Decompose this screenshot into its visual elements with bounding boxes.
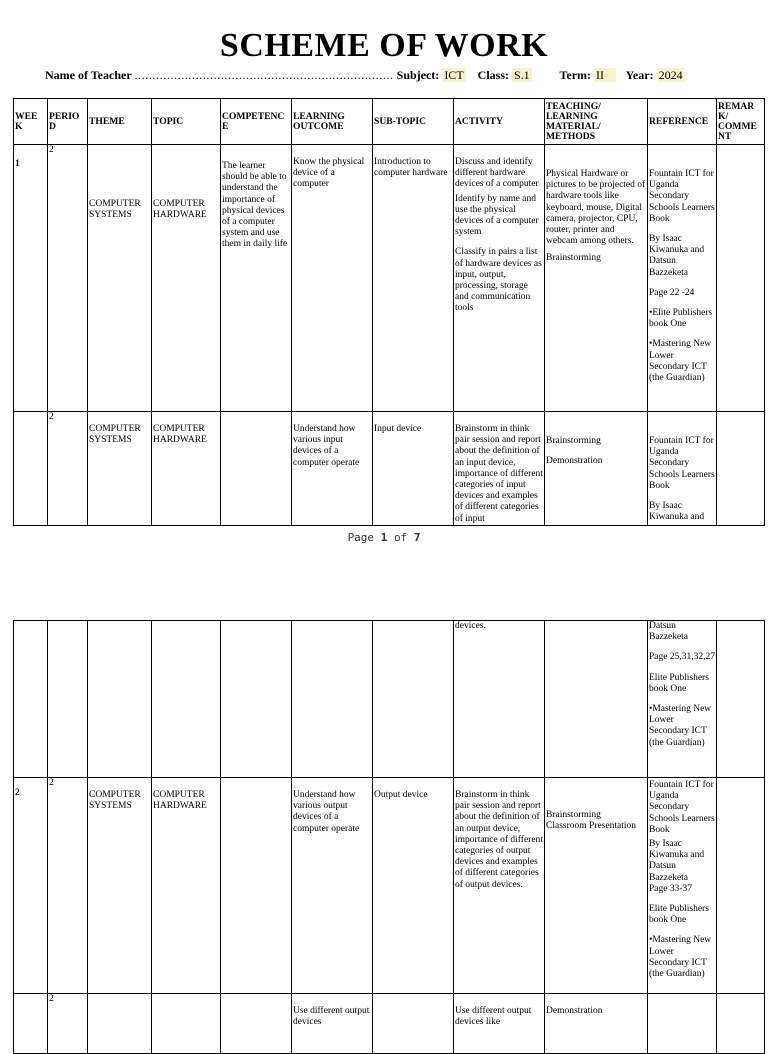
header-remark: REMAR K/ COMME NT: [717, 99, 765, 145]
reference-item: Page 25,31,32,27: [649, 652, 715, 663]
activity-cell: Use different output devices like: [454, 994, 545, 1054]
activity-cell: [454, 145, 545, 412]
remark-cell: [717, 621, 765, 778]
header-row: [14, 99, 765, 145]
activity-cell: devices.: [454, 621, 545, 778]
reference-item: Fountain ICT for Uganda Secondary Schools Learners Book: [649, 436, 715, 491]
materials-item: Brainstorming: [546, 436, 601, 446]
materials-item: Demonstration: [546, 456, 603, 467]
teacher-info-line: [45, 68, 685, 83]
materials-item: Classroom Presentation: [546, 821, 636, 832]
subtopic-cell: Output device: [373, 778, 454, 994]
outcome-cell: [292, 621, 373, 778]
period-cell: 2: [48, 145, 88, 412]
reference-cell: [648, 621, 717, 778]
header-week: WEE K: [14, 99, 48, 145]
teacher-label: Name of Teacher: [45, 68, 132, 82]
header-sub-topic: SUB-TOPIC: [373, 99, 454, 145]
remark-cell: [717, 778, 765, 994]
topic-cell: COMPUTER HARDWARE: [152, 412, 221, 526]
current-page: 1: [380, 531, 388, 544]
subtopic-cell: [373, 621, 454, 778]
remark-cell: [717, 412, 765, 526]
materials-item: Physical Hardware or pictures to be projected of hardware tools like keyboard, mouse, Digital camera, projector, CPU, router, printer and webcam among others.: [546, 169, 646, 247]
competence-cell: [221, 621, 292, 778]
term-value: II: [594, 68, 616, 82]
activity-item: Classify in pairs a list of hardware devices as input, output, processing, storage and communication tools: [455, 247, 542, 314]
reference-item: •Mastering New Lower Secondary ICT (the Guardian): [649, 339, 712, 384]
outcome-cell: Understand how various output devices of a computer operate: [292, 778, 373, 994]
subject-label: Subject:: [396, 68, 440, 82]
theme-cell: COMPUTER SYSTEMS: [88, 412, 152, 526]
theme-cell: COMPUTER SYSTEMS: [88, 145, 152, 412]
page-indicator: [0, 531, 768, 544]
total-pages: 7: [413, 531, 421, 544]
header-period: PERIO D: [48, 99, 88, 145]
activity-item: Identify by name and use the physical devices of a computer system: [455, 193, 539, 238]
teacher-name-blank: ........................................................................: [134, 68, 394, 82]
header-theme: THEME: [88, 99, 152, 145]
header-learning-outcome: LEARNING OUTCOME: [292, 99, 373, 145]
term-label: Term:: [559, 68, 592, 82]
period-cell: 2: [48, 412, 88, 526]
scheme-table-page-1: [13, 98, 765, 526]
table-row: [14, 778, 765, 994]
header-activity: ACTIVITY: [454, 99, 545, 145]
week-number: 1: [14, 145, 48, 412]
materials-cell: Demonstration: [545, 994, 648, 1054]
reference-item: •Elite Publishers book One: [649, 308, 713, 330]
class-label: Class:: [477, 68, 509, 82]
table-row: [14, 412, 765, 526]
materials-item: Brainstorming: [546, 810, 601, 820]
topic-cell: COMPUTER HARDWARE: [152, 778, 221, 994]
header-topic: TOPIC: [152, 99, 221, 145]
materials-item: Brainstorming: [546, 253, 601, 264]
theme-cell: COMPUTER SYSTEMS: [88, 778, 152, 994]
header-competence: COMPETENC E: [221, 99, 292, 145]
competence-cell: [221, 412, 292, 526]
activity-cell: Brainstorm in think pair session and report about the definition of an input device, importance of different categories of input devices and examples of different categories of input: [454, 412, 545, 526]
header-materials: TEACHING/ LEARNING MATERIAL/ METHODS: [545, 99, 648, 145]
year-value: 2024: [658, 68, 683, 82]
activity-cell: Brainstorm in think pair session and report about the definition of an output device, importance of different categories of output devices and examples of different categories of output devices.: [454, 778, 545, 994]
class-value: S.1: [514, 68, 530, 82]
subtopic-cell: Introduction to computer hardware: [373, 145, 454, 412]
reference-item: Page 22 -24: [649, 287, 695, 298]
outcome-cell: Know the physical device of a computer: [292, 145, 373, 412]
week-number: 2: [14, 778, 48, 994]
reference-item: •Mastering New Lower Secondary ICT (the Guardian): [649, 704, 712, 748]
reference-item: By Isaac Kiwanuka and Datsun Bazzeketa: [649, 839, 705, 883]
activity-item: Discuss and identify different hardware devices of a computer: [455, 157, 539, 190]
reference-item: By Isaac Kiwanuka and Datsun Bazzeketa: [649, 234, 705, 278]
reference-cell: [648, 778, 717, 994]
subject-value: ICT: [444, 68, 464, 82]
reference-item: By Isaac Kiwanuka and: [649, 501, 705, 523]
reference-item: Page 33-37: [649, 883, 693, 894]
table-row: [14, 621, 765, 778]
reference-item: Elite Publishers book One: [649, 672, 709, 694]
theme-cell: [88, 621, 152, 778]
topic-cell: COMPUTER HARDWARE: [152, 145, 221, 412]
period-cell: 2: [48, 994, 88, 1054]
reference-item: Datsun Bazzeketa: [649, 621, 689, 643]
reference-item: Elite Publishers book One: [649, 904, 709, 926]
outcome-cell: Use different output devices: [292, 994, 373, 1054]
reference-cell: [648, 145, 717, 412]
page-of: of: [393, 531, 408, 544]
reference-item: Fountain ICT for Uganda Secondary Schools Learners Book: [649, 169, 715, 224]
competence-cell: [221, 778, 292, 994]
page-prefix: Page: [347, 531, 375, 544]
reference-item: Fountain ICT for Uganda Secondary Schools Learners Book: [649, 780, 715, 835]
year-label: Year:: [625, 68, 654, 82]
header-reference: REFERENCE: [648, 99, 717, 145]
topic-cell: [152, 621, 221, 778]
outcome-cell: Understand how various input devices of a computer operate: [292, 412, 373, 526]
week-number: [14, 621, 48, 778]
period-cell: 2: [48, 778, 88, 994]
materials-cell: [545, 621, 648, 778]
competence-cell: The learner should be able to understand the importance of physical devices of a computer system and use them in daily life: [221, 145, 292, 412]
materials-cell: [545, 778, 648, 994]
page-title: SCHEME OF WORK: [219, 27, 549, 64]
period-cell: [48, 621, 88, 778]
reference-item: •Mastering New Lower Secondary ICT (the Guardian): [649, 935, 712, 980]
subtopic-cell: Input device: [373, 412, 454, 526]
week-number: [14, 412, 48, 526]
reference-cell: [648, 412, 717, 526]
materials-cell: [545, 412, 648, 526]
table-row: [14, 145, 765, 412]
materials-cell: [545, 145, 648, 412]
scheme-table-page-2: [13, 620, 765, 1054]
remark-cell: [717, 145, 765, 412]
